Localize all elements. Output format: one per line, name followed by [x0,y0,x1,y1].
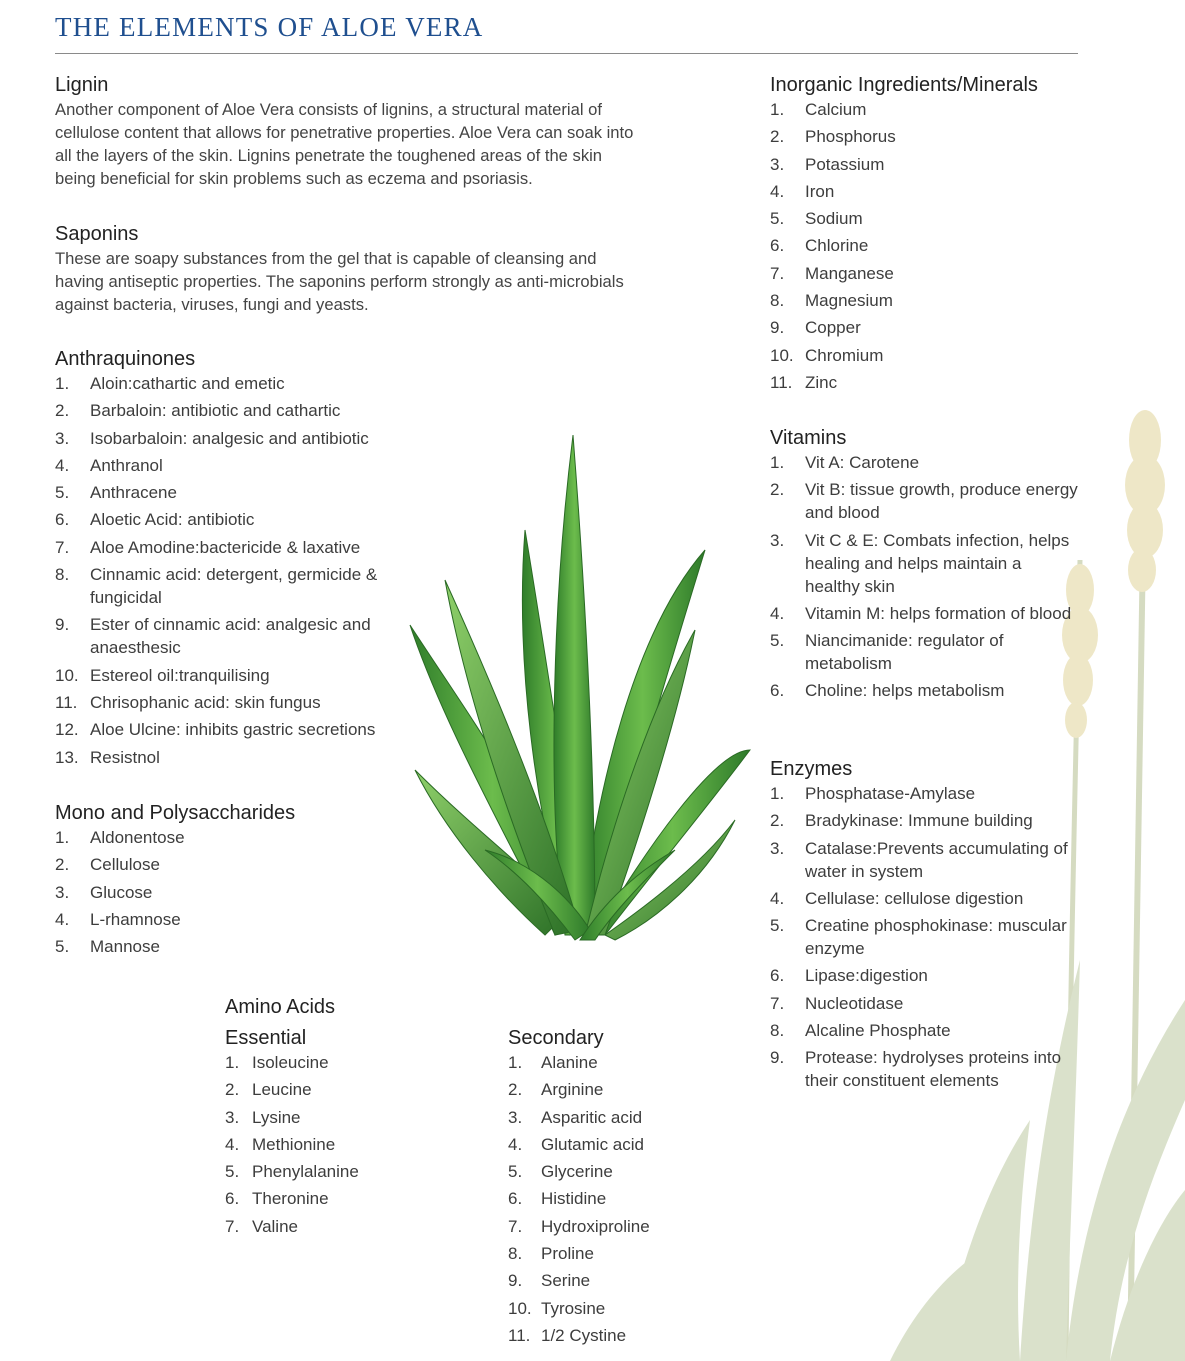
item-number: 3. [225,1107,240,1127]
list-item [508,1297,758,1320]
list-item [55,372,415,395]
list-item [225,1133,475,1156]
item-number: 3. [770,154,785,174]
item-number: 2. [508,1080,523,1100]
item-text: Aloin:cathartic and emetic [90,374,285,393]
list-item [55,536,415,559]
item-text: Alanine [541,1053,598,1072]
list-item [770,180,1080,203]
item-number: 7. [770,993,785,1013]
item-text: Manganese [805,263,894,283]
item-number: 4. [508,1134,523,1154]
item-number: 6. [55,510,70,530]
list-item [55,908,415,931]
list-item [770,125,1080,148]
item-text: Arginine [541,1080,604,1100]
item-text: Copper [805,318,861,338]
list-item [770,478,1080,524]
item-number: 6. [770,681,785,701]
item-number: 1. [770,784,785,803]
list-item [770,1046,1080,1092]
item-number: 6. [225,1189,240,1209]
minerals-heading: Inorganic Ingredients/Minerals [770,74,1038,96]
list-item [225,1051,475,1074]
list-item [770,679,1080,702]
item-text: 1/2 Cystine [541,1325,627,1345]
item-number: 9. [55,615,70,635]
item-number: 11. [770,372,793,392]
list-item [508,1215,758,1238]
list-item [55,746,415,769]
item-text: Vit B: tissue growth, produce energy and blood [805,480,1078,523]
list-item [770,316,1080,339]
amino-acids-section [225,994,475,1242]
item-text: Tyrosine [541,1298,606,1318]
item-number: 4. [225,1134,240,1154]
list-item [508,1051,758,1074]
item-text: Vitamin M: helps formation of blood [805,603,1072,623]
item-text: Protease: hydrolyses proteins into their constituent elements [805,1048,1062,1091]
item-text: Theronine [252,1189,329,1209]
item-text: Aldonentose [90,828,185,847]
list-item [508,1160,758,1183]
list-item [55,826,415,849]
item-text: Chrisophanic acid: skin fungus [90,692,321,712]
item-text: Iron [805,181,835,201]
enzymes-section [770,756,1080,1097]
list-item [770,887,1080,910]
item-number: 5. [770,631,785,651]
item-text: Phosphatase-Amylase [805,784,976,803]
item-number: 8. [770,291,785,311]
list-item [55,454,415,477]
item-text: Cinnamic acid: detergent, germicide & fungicidal [90,565,378,608]
item-text: Aloe Ulcine: inhibits gastric secretions [90,720,376,740]
item-text: Lysine [252,1107,301,1127]
item-text: Nucleotidase [805,993,904,1013]
list-item [508,1324,758,1347]
item-number: 4. [55,455,70,475]
list-item [770,234,1080,257]
list-item [770,809,1080,832]
list-item [770,262,1080,285]
item-text: Isobarbaloin: analgesic and antibiotic [90,428,369,448]
list-item [770,782,1080,805]
saccharides-section [55,800,415,962]
saponins-line: against bacteria, viruses, fungi and yeasts. [55,295,369,314]
item-number: 8. [508,1244,523,1264]
list-item [770,451,1080,474]
item-number: 3. [770,838,785,858]
item-text: Valine [252,1216,298,1236]
item-number: 7. [225,1216,240,1236]
list-item [55,399,415,422]
saponins-section [55,221,735,316]
item-text: Phenylalanine [252,1162,359,1182]
item-text: Phosphorus [805,127,896,147]
amino-acids-heading: Amino Acids [225,996,336,1018]
list-item [55,508,415,531]
item-number: 4. [770,181,785,201]
item-number: 9. [770,318,785,338]
item-number: 13. [55,747,79,767]
list-item [55,613,415,659]
item-number: 1. [508,1053,523,1072]
vitamins-list [770,451,1080,702]
enzymes-list [770,782,1080,1092]
item-text: Serine [541,1271,591,1291]
list-item [55,664,415,687]
list-item [55,563,415,609]
list-item [508,1078,758,1101]
item-text: Methionine [252,1134,336,1154]
item-text: Bradykinase: Immune building [805,811,1033,831]
list-item [770,964,1080,987]
item-text: Glycerine [541,1162,613,1182]
item-text: Chlorine [805,236,869,256]
item-number: 7. [55,537,70,557]
list-item [770,837,1080,883]
anthraquinones-section [55,346,415,773]
item-number: 5. [55,937,70,957]
item-text: Vit C & E: Combats infection, helps healing and helps maintain a healthy skin [805,530,1070,596]
item-number: 5. [55,483,70,503]
item-number: 2. [770,480,785,500]
item-text: Mannose [90,937,160,957]
list-item [55,718,415,741]
item-text: Cellulose [90,855,160,875]
item-number: 10. [55,665,79,685]
item-number: 2. [55,401,70,421]
item-number: 3. [55,882,70,902]
lignin-section [55,72,735,190]
list-item [508,1242,758,1265]
item-text: Anthranol [90,455,163,475]
title-divider [55,53,1078,54]
item-number: 4. [770,888,785,908]
essential-list [225,1051,475,1238]
item-number: 1. [55,374,70,393]
item-text: Calcium [805,100,867,119]
item-text: Aloe Amodine:bactericide & laxative [90,537,361,557]
list-item [770,1019,1080,1042]
list-item [770,371,1080,394]
item-text: Sodium [805,209,863,229]
item-text: Lipase:digestion [805,966,928,986]
item-number: 12. [55,720,79,740]
list-item [225,1078,475,1101]
item-text: Niancimanide: regulator of metabolism [805,631,1004,674]
list-item [55,481,415,504]
item-text: Asparitic acid [541,1107,643,1127]
saponins-heading: Saponins [55,223,139,245]
item-text: L-rhamnose [90,909,181,929]
item-text: Resistnol [90,747,160,767]
lignin-text [55,98,735,190]
item-text: Histidine [541,1189,607,1209]
item-text: Creatine phosphokinase: muscular enzyme [805,916,1067,959]
item-text: Ester of cinnamic acid: analgesic and anaesthesic [90,615,371,658]
item-number: 9. [770,1048,785,1068]
list-item [55,881,415,904]
item-text: Proline [541,1244,594,1264]
item-number: 5. [225,1162,240,1182]
item-number: 11. [55,692,78,712]
item-text: Aloetic Acid: antibiotic [90,510,255,530]
list-item [770,344,1080,367]
list-item [508,1133,758,1156]
saccharides-list [55,826,415,958]
anthraquinones-heading: Anthraquinones [55,348,196,370]
list-item [508,1187,758,1210]
item-number: 11. [508,1325,531,1345]
list-item [225,1160,475,1183]
item-text: Hydroxiproline [541,1216,650,1236]
item-text: Glucose [90,882,153,902]
saponins-line: These are soapy substances from the gel that is capable of cleansing and [55,249,597,268]
item-number: 4. [770,603,785,623]
list-item [770,992,1080,1015]
item-number: 1. [55,828,70,847]
list-item [770,207,1080,230]
list-item [55,935,415,958]
list-item [508,1269,758,1292]
list-item [55,427,415,450]
item-text: Catalase:Prevents accumulating of water in system [805,838,1068,881]
item-number: 4. [55,909,70,929]
list-item [770,602,1080,625]
item-number: 2. [55,855,70,875]
item-text: Cellulase: cellulose digestion [805,888,1024,908]
item-text: Isoleucine [252,1053,329,1072]
list-item [770,914,1080,960]
list-item [770,98,1080,121]
lignin-line: Another component of Aloe Vera consists of lignins, a structural material of [55,100,602,119]
item-number: 3. [55,428,70,448]
item-text: Anthracene [90,483,177,503]
item-number: 10. [770,345,794,365]
essential-heading: Essential [225,1027,307,1049]
item-number: 2. [770,127,785,147]
item-number: 8. [55,565,70,585]
item-text: Glutamic acid [541,1134,644,1154]
minerals-section [770,72,1080,398]
enzymes-heading: Enzymes [770,758,853,780]
item-number: 2. [225,1080,240,1100]
item-number: 1. [225,1053,240,1072]
item-number: 3. [508,1107,523,1127]
minerals-list [770,98,1080,394]
item-number: 6. [770,966,785,986]
item-text: Magnesium [805,291,893,311]
lignin-line: all the layers of the skin. Lignins penetrate the toughened areas of the skin [55,146,603,165]
list-item [55,691,415,714]
saccharides-heading: Mono and Polysaccharides [55,802,296,824]
item-number: 8. [770,1021,785,1041]
item-text: Estereol oil:tranquilising [90,665,270,685]
list-item [225,1187,475,1210]
item-number: 7. [770,263,785,283]
item-text: Vit A: Carotene [805,453,920,472]
lignin-line: cellulose content that allows for penetrative properties. Aloe Vera can soak into [55,123,634,142]
saponins-line: having antiseptic properties. The saponins perform strongly as anti-microbials [55,272,624,291]
vitamins-heading: Vitamins [770,427,847,449]
item-text: Zinc [805,372,838,392]
list-item [770,629,1080,675]
item-text: Potassium [805,154,885,174]
lignin-heading: Lignin [55,74,109,96]
list-item [770,289,1080,312]
item-number: 1. [770,453,785,472]
item-number: 3. [770,530,785,550]
item-number: 5. [770,916,785,936]
item-text: Leucine [252,1080,312,1100]
item-number: 9. [508,1271,523,1291]
item-number: 6. [508,1189,523,1209]
list-item [55,853,415,876]
item-text: Chromium [805,345,884,365]
item-text: Barbaloin: antibiotic and cathartic [90,401,341,421]
page-title: THE ELEMENTS OF ALOE VERA [55,12,484,42]
item-number: 6. [770,236,785,256]
anthraquinones-list [55,372,415,769]
list-item [770,529,1080,598]
aloe-plant-image [405,430,755,945]
list-item [225,1215,475,1238]
item-number: 5. [770,209,785,229]
item-number: 5. [508,1162,523,1182]
list-item [770,153,1080,176]
list-item [508,1106,758,1129]
item-text: Alcaline Phosphate [805,1021,951,1041]
secondary-list [508,1051,758,1347]
list-item [225,1106,475,1129]
vitamins-section [770,425,1080,707]
item-number: 1. [770,100,785,119]
item-number: 2. [770,811,785,831]
saponins-text [55,247,735,316]
item-number: 7. [508,1216,523,1236]
secondary-heading: Secondary [508,1027,604,1049]
secondary-amino-section [508,1025,758,1351]
lignin-line: being beneficial for skin problems such as eczema and psoriasis. [55,169,533,188]
item-number: 10. [508,1298,532,1318]
item-text: Choline: helps metabolism [805,681,1005,701]
